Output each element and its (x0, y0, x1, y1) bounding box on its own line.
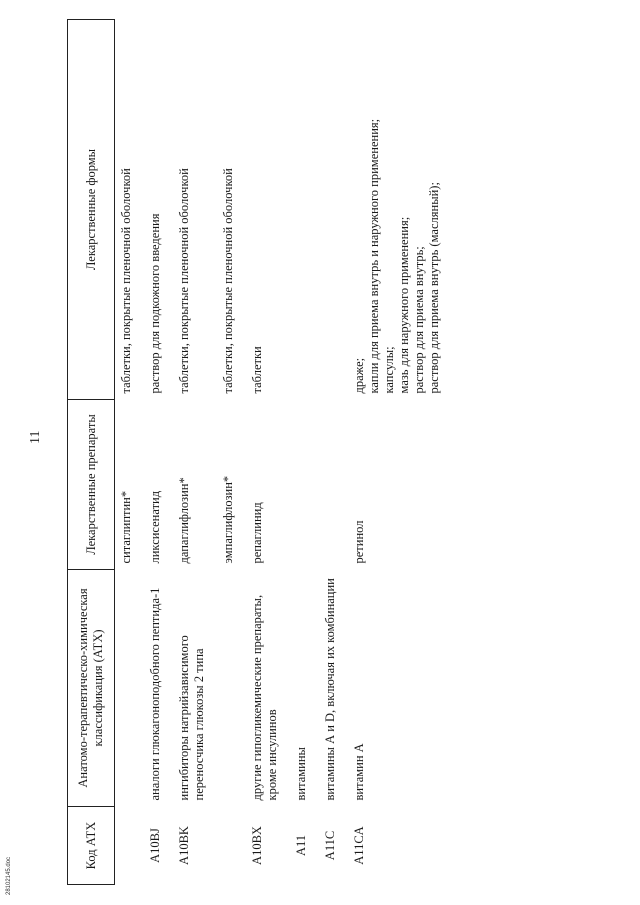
classification-cell: другие гипогликемические препараты, кроме инсулинов (250, 594, 279, 801)
classification-cell (115, 570, 145, 807)
forms-cell (217, 20, 246, 400)
forms-cell (319, 20, 348, 400)
table-row (115, 20, 145, 885)
code-cell: A11C (323, 830, 337, 861)
forms-cell (348, 20, 452, 400)
forms-cell (144, 20, 173, 400)
drug-cell: эмпаглифлозин* (221, 475, 235, 564)
dosage-form: таблетки, покрытые пленочной оболочкой (221, 168, 235, 394)
table-row (348, 20, 452, 885)
header-classification: Анатомо-терапевтическо-химическая классификация (АТХ) (68, 570, 115, 807)
table-row (144, 20, 173, 885)
code-cell (217, 807, 246, 885)
classification-cell: витамины А и D, включая их комбинации (323, 578, 337, 801)
dosage-form: капсулы; (382, 346, 396, 394)
drug-cell (290, 400, 319, 570)
dosage-form: мазь для наружного применения; (397, 216, 411, 394)
forms-cell (173, 20, 217, 400)
dosage-form: драже; (352, 357, 366, 394)
code-cell (115, 807, 145, 885)
drug-cell (319, 400, 348, 570)
code-cell: A10BX (250, 826, 264, 865)
footer-filename: 28102145.doc (6, 856, 12, 895)
code-cell: A11CA (352, 826, 366, 865)
dosage-form: таблетки, покрытые пленочной оболочкой (177, 168, 191, 394)
drug-cell: ситаглиптин* (119, 490, 133, 564)
classification-cell: витамин А (352, 743, 366, 801)
dosage-form: капли для приема внутрь и наружного применения; (367, 118, 381, 394)
forms-cell (290, 20, 319, 400)
table-row (217, 20, 246, 885)
dosage-form: раствор для приема внутрь (масляный); (427, 182, 441, 394)
page-number: 11 (28, 430, 43, 444)
forms-cell (246, 20, 290, 400)
drug-cell: дапаглифлозин* (177, 477, 191, 564)
classification-cell (217, 570, 246, 807)
dosage-form: таблетки, покрытые пленочной оболочкой (119, 168, 133, 394)
dosage-form: раствор для подкожного введения (148, 213, 162, 394)
table-header-row (68, 20, 115, 885)
forms-cell (115, 20, 145, 400)
table-row (319, 20, 348, 885)
table-body (115, 20, 453, 885)
dosage-form: раствор для приема внутрь; (412, 246, 426, 394)
atc-table (67, 19, 452, 885)
code-cell: A10BK (177, 826, 191, 865)
drug-cell: ретинол (352, 520, 366, 564)
table-row (290, 20, 319, 885)
rotated-page (67, 20, 587, 885)
table-row (246, 20, 290, 885)
code-cell: A11 (294, 834, 308, 857)
table-row (173, 20, 217, 885)
drug-cell: ликсисенатид (148, 490, 162, 564)
header-code: Код АТХ (68, 807, 115, 885)
classification-cell: витамины (294, 747, 308, 801)
classification-cell: аналоги глюкагоноподобного пептида-1 (148, 587, 162, 801)
dosage-form: таблетки (250, 346, 264, 394)
drug-cell: репаглинид (250, 502, 264, 564)
classification-cell: ингибиторы натрийзависимого переносчика глюкозы 2 типа (177, 635, 206, 801)
code-cell: A10BJ (148, 828, 162, 863)
header-forms: Лекарственные формы (68, 20, 115, 400)
header-drugs: Лекарственные препараты (68, 400, 115, 570)
